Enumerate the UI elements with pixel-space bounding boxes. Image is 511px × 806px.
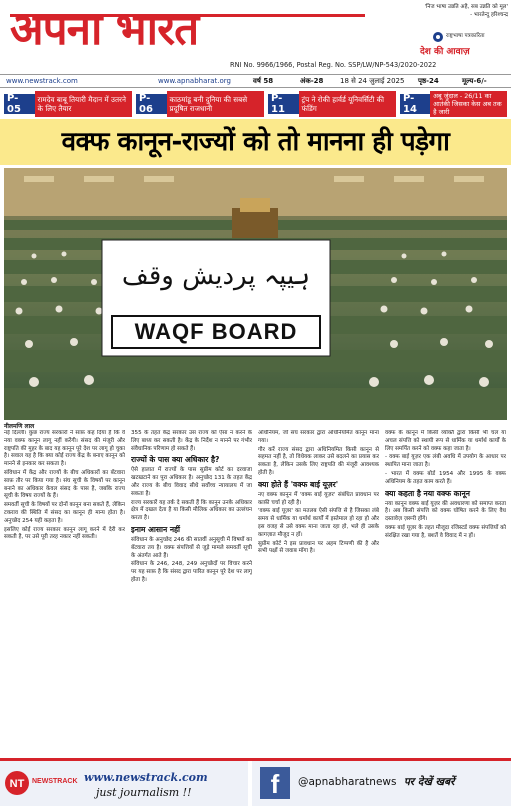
column-4: [385, 430, 506, 752]
teaser-page: P-11: [268, 94, 299, 114]
subheading: राज्यों के पास क्या अधिकार है?: [131, 455, 220, 465]
motto: [408, 4, 508, 19]
paragraph: सुप्रीम कोर्ट ने इस प्रावधान पर अहम टिप्पणी की है और सभी पक्षों से जवाब माँगा है।: [258, 540, 379, 555]
facebook-cta: पर देखें खबरें: [403, 776, 455, 788]
teaser-text: रामदेव बाबू तियारी मैदान में उतरने के लिए तैयार: [35, 91, 132, 117]
teaser-row: [4, 91, 507, 117]
board-english-text: WAQF BOARD: [134, 319, 298, 344]
column-2: [131, 430, 252, 752]
facebook-promo[interactable]: [252, 761, 511, 806]
registration-line: [0, 60, 511, 72]
footer-slogan: just journalism !!: [96, 786, 192, 799]
paragraph: 355 के तहत केंद्र सरकार उस राज्य को ऐसा न करने के लिए बाध्य कर सकती है। केंद्र के निर्देश न मानने पर गंभीर संवैधानिक परिणाम हो सकते हैं।: [131, 430, 252, 452]
teaser-p05[interactable]: [4, 91, 132, 117]
emblem: [432, 28, 502, 40]
paragraph: गौर करें राज्य संसद द्वारा अधिनियमित किसी कानून से सहमत नहीं है, तो विधेयक लाकर उसे बदलने का प्रयास कर सकता है, लेकिन उसके लिए राष्ट्रपति की मंजूरी आवश्यक होती है।: [258, 446, 379, 476]
masthead: [0, 0, 511, 58]
svg-text:NT: NT: [9, 778, 25, 790]
paragraph: नई दिल्ली। कुछ राज्य सरकारों ने साफ़ कह दिया है कि वे नया वक्फ कानून लागू नहीं करेंगी। संसद की मंजूरी और राष्ट्रपति की मुहर के बाद यह कानून पूरे देश पर लागू हो चुका है। सवाल यह है कि क्या कोई राज्य केंद्र के बनाए कानून को मानने से इनकार कर सकता है।: [4, 430, 125, 468]
subheading: क्या होते हैं 'वक्फ बाई यूज़र': [258, 479, 339, 489]
facebook-handle: [298, 775, 454, 789]
paragraph: संविधान के अनुच्छेद 246 की सातवीं अनुसूची में विषयों का बँटवारा तय है। वक्फ संपत्तियों से जुड़े मामले समवर्ती सूची के अंतर्गत आते हैं।: [131, 536, 252, 559]
issue-number: अंक-28: [300, 77, 324, 85]
teaser-page: P-06: [136, 94, 167, 114]
main-headline: वक्फ कानून-राज्यों को तो मानना ही पड़ेगा: [61, 127, 450, 157]
newstrack-promo[interactable]: [0, 761, 248, 806]
issue-date: 18 से 24 जुलाई 2025: [340, 77, 405, 85]
motto-text: 'निज भाषा उन्नति अहै, सब उन्नति को मूल': [424, 4, 508, 10]
paragraph: - भारत में वक्फ बोर्ड 1954 और 1995 के वक्फ अधिनियम के तहत काम करते हैं।: [385, 470, 506, 485]
column-1: [4, 430, 125, 752]
paragraph: राज्य सरकारें यह तर्क दे सकती हैं कि कानून उनके अधिकार क्षेत्र में दखल देता है या किसी मौलिक अधिकार का उल्लंघन करता है।: [131, 499, 252, 522]
subheading: क्या कहता है नया वक्फ कानून: [385, 488, 470, 498]
paragraph: संविधान के 246, 248, 249 अनुच्छेदों पर विचार करने पर यह साफ़ है कि संसद द्वारा पारित कानून पूरे देश पर लागू होता है।: [131, 561, 252, 583]
paragraph: नया कानून वक्फ बाई यूज़र की अवधारणा को समाप्त करता है। अब किसी संपत्ति को वक्फ घोषित करने के लिए वैध दस्तावेज़ ज़रूरी होंगे।: [385, 500, 506, 523]
paragraph: समवर्ती सूची के विषयों पर दोनों कानून बना सकते हैं, लेकिन टकराव की स्थिति में संसद का कानून ही मान्य होता है। अनुच्छेद 254 यही कहता है।: [4, 502, 125, 524]
teaser-page: P-14: [400, 94, 430, 114]
apnabharat-link[interactable]: www.apnabharat.org: [158, 77, 232, 85]
paragraph: वक्फ के कानून में किसी व्यक्ति द्वारा किसी भी चल या अचल संपत्ति को स्थायी रूप से धार्मिक या धर्मार्थ कार्यों के लिए समर्पित करने को वक्फ कहा जाता है।: [385, 430, 506, 452]
board-urdu-text: ہیپہ پردیش وقف: [121, 261, 311, 291]
column-3: [258, 430, 379, 752]
page-count: पृष्ठ-24: [418, 77, 439, 85]
teaser-text: काठमांडू बनी दुनिया की सबसे प्रदूषित राजधानी: [167, 91, 264, 117]
teaser-page: P-05: [4, 94, 35, 114]
issue-info-bar: [0, 74, 511, 88]
facebook-handle-text: @apnabharatnews: [298, 776, 397, 788]
teaser-text: ट्रंप ने रोकी हार्वर्ड यूनिवर्सिटी की फंडिंग: [299, 91, 396, 117]
footer-url[interactable]: www.newstrack.com: [84, 771, 208, 784]
parliament-photo: [4, 168, 507, 420]
paragraph: - वक्फ बाई यूज़र एक लंबी अवधि में उपयोग के आधार पर स्थापित माना जाता है।: [385, 454, 506, 469]
subheading: इनाम आसान नहीं: [131, 524, 181, 534]
emblem-caption: राष्ट्रभाषा पत्रकारिता: [446, 33, 485, 39]
newspaper-logo: अपना भारत: [10, 4, 199, 55]
article-body: [4, 430, 507, 752]
motto-author: - भारतेन्दु हरिश्चन्द्र: [470, 12, 508, 18]
paragraph: इसलिए कोई राज्य सरकार कानून लागू करने में देरी कर सकती है, पर उसे पूरी तरह नकार नहीं सकती।: [4, 526, 125, 541]
teaser-p14[interactable]: [400, 91, 507, 117]
paragraph: नए वक्फ कानून में 'वक्फ बाई यूज़र' संबंधित प्रावधान पर काफ़ी चर्चा हो रही है।: [258, 491, 379, 506]
paragraph: 'वक्फ बाई यूज़र' का मतलब ऐसी संपत्ति से है जिसका लंबे समय से धार्मिक या धर्मार्थ कार्यों में इस्तेमाल हो रहा हो और इस वजह से उसे वक्फ माना जाता रहा हो, भले ही उसके कागज़ात मौजूद न हों।: [258, 508, 379, 538]
paragraph: संविधान में केंद्र और राज्यों के बीच अधिकारों का बँटवारा साफ़ तौर पर किया गया है। संघ सूची के विषयों पर कानून बनाने का अधिकार केवल संसद के पास है, जबकि राज्य सूची के विषय राज्यों के हैं।: [4, 469, 125, 500]
footer: [0, 758, 511, 806]
paragraph: ऐसे हालात में राज्यों के पास सुप्रीम कोर्ट का दरवाजा खटखटाने का पूरा अधिकार है। अनुच्छेद 131 के तहत केंद्र और राज्य के बीच विवाद सीधे सर्वोच्च न्यायालय में जा सकता है।: [131, 467, 252, 497]
teaser-text: अबू जुंदाल - 26/11 का आतंकी जिसका केस अब तक है जारी: [430, 91, 507, 117]
newstrack-link[interactable]: www.newstrack.com: [6, 77, 78, 85]
tagline: देश की आवाज़: [420, 47, 470, 57]
paragraph: अधिनियम, जो संघ सरकार द्वारा अधिनियमित कानून माना गया।: [258, 430, 379, 444]
rni-number: RNI No. 9966/1966, Postal Reg. No. SSP/LW/NP-543/2020-2022: [230, 61, 437, 69]
facebook-icon: f: [260, 767, 290, 799]
newstrack-brand: NEWSTRACK: [32, 778, 78, 785]
newstrack-logo: [4, 769, 76, 801]
teaser-p11[interactable]: [268, 91, 396, 117]
paragraph: वक्फ बाई यूज़र के तहत मौजूदा रजिस्टर्ड वक्फ संपत्तियों को संरक्षित रखा गया है, बशर्ते वे विवाद में न हों।: [385, 524, 506, 539]
teaser-p06[interactable]: [136, 91, 264, 117]
year: वर्ष 58: [253, 77, 274, 85]
byline: नीलमणि लाल: [4, 423, 35, 430]
price: मूल्य-6/-: [462, 77, 487, 85]
